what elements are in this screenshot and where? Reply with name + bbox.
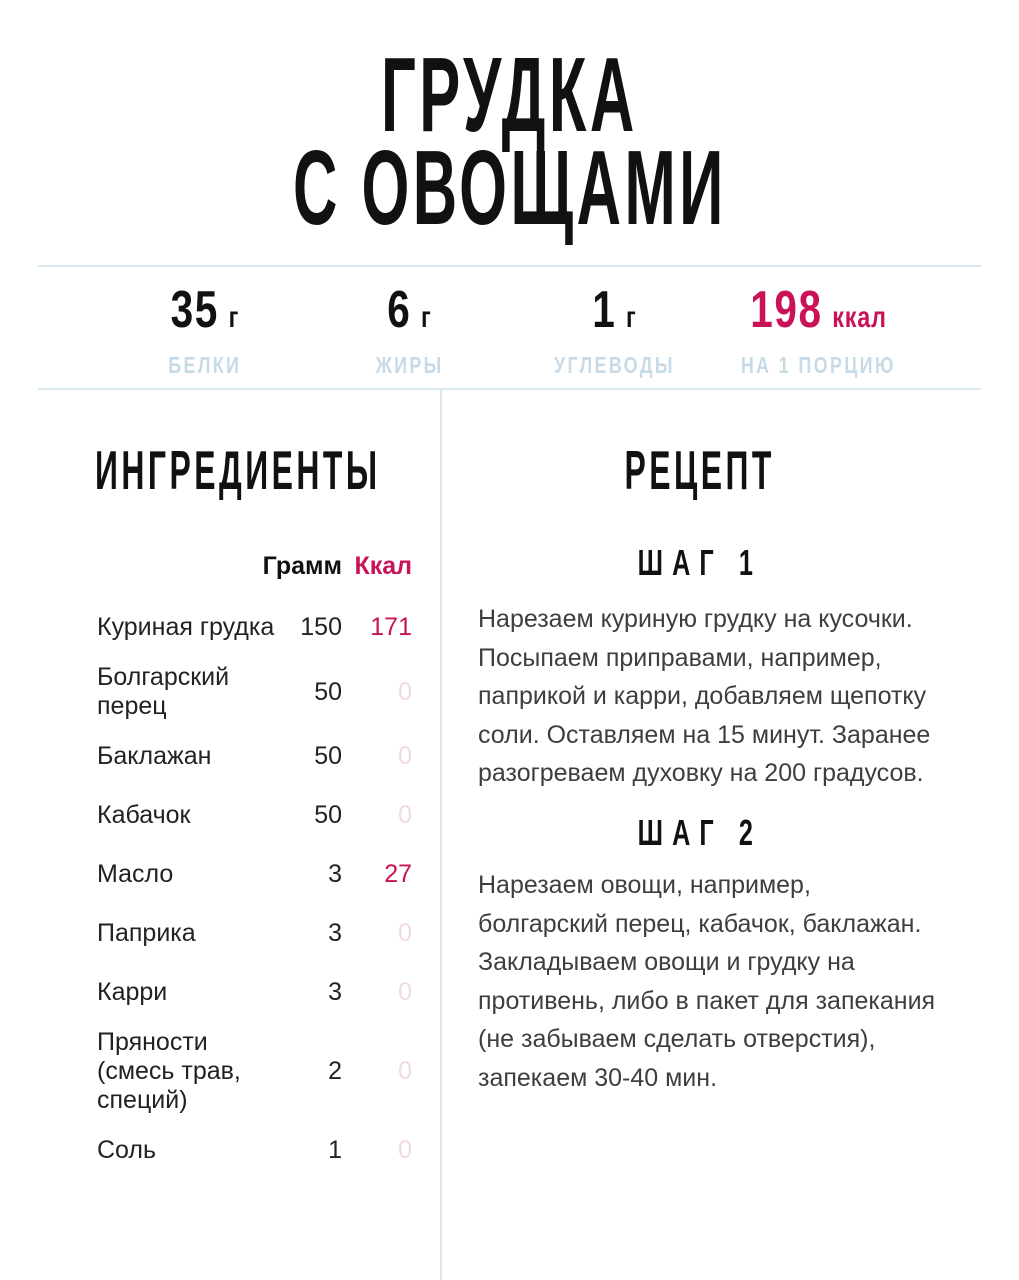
ingredient-grams: 50: [314, 801, 342, 829]
ingredient-grams: 3: [328, 978, 342, 1006]
ingredient-grams: 1: [328, 1136, 342, 1164]
ingredient-grams: 2: [328, 1057, 342, 1085]
ingredient-grams: 50: [314, 742, 342, 770]
ingredients-table: [97, 598, 412, 1180]
ingredient-kcal: 0: [398, 801, 412, 829]
ingredient-row: [97, 786, 412, 845]
ingredient-kcal: 0: [398, 742, 412, 770]
step1-text: Нарезаем куриную грудку на кусочки. Посыпаем приправами, например, паприкой и карри, добавляем щепотку соли. Оставляем на 15 минут. Заранее разогреваем духовку на 200 градусов.: [478, 605, 931, 787]
column-header-grams: Грамм: [262, 552, 342, 580]
ingredient-grams: 50: [314, 677, 342, 706]
ingredient-name: Паприка: [97, 919, 196, 947]
nutrition-protein: 35 г БЕЛКИ: [103, 284, 308, 377]
ingredient-name: Кабачок: [97, 801, 191, 829]
nutrition-summary: [103, 281, 921, 378]
ingredient-row: [97, 904, 412, 963]
recipe-title-line1: ГРУДКА: [381, 36, 638, 154]
ingredient-kcal: 0: [398, 919, 412, 947]
ingredient-grams: 3: [328, 860, 342, 888]
ingredient-row: [97, 657, 412, 727]
recipe-heading: РЕЦЕПТ: [624, 439, 776, 501]
ingredient-kcal: 0: [398, 1136, 412, 1164]
ingredient-kcal: 27: [384, 860, 412, 888]
ingredient-row: [97, 1121, 412, 1180]
ingredient-kcal: 0: [398, 677, 412, 706]
recipe-title: [0, 36, 1019, 247]
ingredient-row: [97, 1022, 412, 1121]
ingredient-grams: 150: [300, 613, 342, 641]
step2-text: Нарезаем овощи, например, болгарский перец, кабачок, баклажан. Закладываем овощи и грудку на противень, либо в пакет для запекания (не забываем сделать отверстия), запекаем 30-40 мин.: [478, 871, 936, 1092]
nutrition-fat: 6 г ЖИРЫ: [308, 284, 513, 377]
ingredients-table-header: [97, 552, 412, 581]
ingredient-row: [97, 598, 412, 657]
nutrition-carbs-label: УГЛЕВОДЫ: [553, 352, 675, 378]
nutrition-protein-label: БЕЛКИ: [168, 352, 242, 378]
nutrition-fat-label: ЖИРЫ: [375, 352, 444, 378]
column-header-kcal: Ккал: [354, 552, 412, 580]
step2-label: ШАГ 2: [637, 812, 763, 853]
nutrition-calories: 198 ккал НА 1 ПОРЦИЮ: [717, 284, 922, 377]
ingredients-heading: ИНГРЕДИЕНТЫ: [95, 439, 381, 501]
ingredient-kcal: 0: [398, 1057, 412, 1085]
ingredient-name: Масло: [97, 860, 174, 888]
ingredient-row: [97, 963, 412, 1022]
divider-top: [38, 265, 981, 267]
step1-label: ШАГ 1: [637, 542, 763, 583]
ingredient-name: Соль: [97, 1136, 157, 1164]
ingredient-name: Куриная грудка: [97, 613, 275, 641]
ingredient-name: Пряности (смесь трав, специй): [97, 1028, 241, 1114]
ingredient-name: Болгарский перец: [97, 663, 230, 720]
nutrition-calories-label: НА 1 ПОРЦИЮ: [741, 352, 897, 378]
ingredient-kcal: 0: [398, 978, 412, 1006]
ingredient-row: [97, 727, 412, 786]
ingredient-row: [97, 845, 412, 904]
ingredient-kcal: 171: [370, 613, 412, 641]
ingredient-name: Баклажан: [97, 742, 212, 770]
ingredient-name: Карри: [97, 978, 168, 1006]
nutrition-carbs: 1 г УГЛЕВОДЫ: [512, 284, 717, 377]
recipe-title-line2: С ОВОЩАМИ: [292, 129, 727, 247]
ingredient-grams: 3: [328, 919, 342, 947]
divider-middle: [38, 388, 981, 390]
